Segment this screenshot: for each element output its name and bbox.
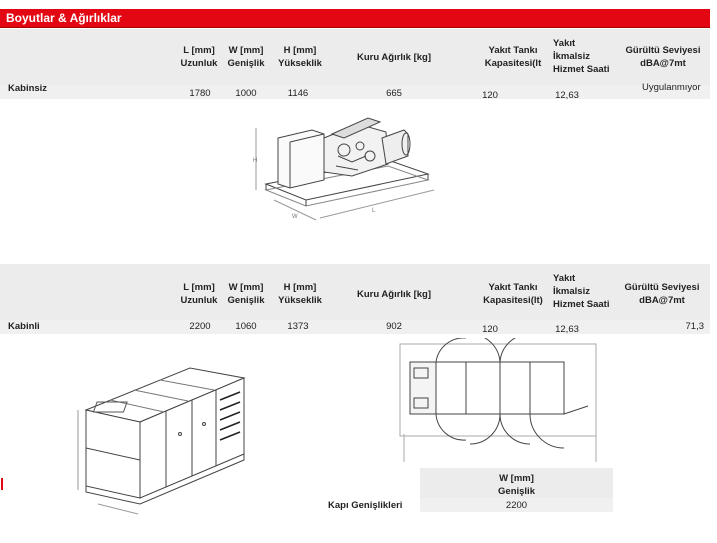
dim-w: W (292, 214, 298, 220)
canopy-type-row (0, 320, 710, 334)
header-noise-2: Gürültü Seviyesi dBA@7mt (624, 282, 700, 306)
header-length: L [mm] Uzunluk (180, 45, 218, 69)
door-width-header-text: W [mm] Genişlik (498, 473, 535, 497)
header-service-hours-2: Yakıt İkmalsiz Hizmet Saati (553, 273, 610, 310)
canopy-type-length: 2200 (189, 321, 211, 332)
header-height-2: H [mm] Yükseklik (278, 282, 322, 306)
open-type-row (0, 85, 710, 99)
canopy-type-dry-weight: 902 (386, 321, 402, 332)
header-length-2: L [mm] Uzunluk (180, 282, 218, 306)
door-width-value: 2200 (505, 500, 528, 511)
header-fuel-tank-2: Yakıt Tankı Kapasitesi(lt) (483, 282, 543, 306)
dim-l: L (372, 208, 376, 214)
open-type-length: 1780 (189, 88, 211, 99)
header-height: H [mm] Yükseklik (278, 45, 322, 69)
header-width-2: W [mm] Genişlik (227, 282, 265, 306)
open-type-service-hours: 12,63 (555, 90, 579, 101)
open-type-fuel-tank: 120 (482, 90, 498, 101)
open-type-noise: Uygulanmıyor (642, 82, 701, 93)
header-dry-weight: Kuru Ağırlık [kg] (356, 52, 432, 63)
canopy-generator-drawing (70, 350, 260, 520)
canopy-type-noise: 71,3 (685, 321, 704, 332)
header-fuel-tank: Yakıt Tankı Kapasitesi(lt (484, 45, 542, 69)
header-service-hours: Yakıt İkmalsiz Hizmet Saati (553, 38, 610, 75)
header-width: W [mm] Genişlik (227, 45, 265, 69)
door-width-label: Kapı Genişlikleri (328, 500, 403, 511)
open-generator-drawing (248, 104, 448, 254)
canopy-type-label: Kabinli (8, 321, 40, 332)
canopy-type-width: 1060 (235, 321, 257, 332)
canopy-type-height: 1373 (287, 321, 309, 332)
open-type-height: 1146 (287, 88, 309, 99)
dim-h: H (253, 158, 258, 164)
header-dry-weight-2: Kuru Ağırlık [kg] (356, 289, 432, 300)
open-type-label: Kabinsiz (8, 83, 48, 94)
edge-mark (0, 478, 3, 490)
canopy-type-service-hours: 12,63 (555, 324, 579, 335)
section-title-bar (0, 9, 710, 28)
open-type-width: 1000 (235, 88, 257, 99)
header-noise: Gürültü Seviyesi dBA@7mt (625, 45, 701, 69)
open-type-dry-weight: 665 (386, 88, 402, 99)
section-title: Boyutlar & Ağırlıklar (6, 11, 122, 25)
canopy-type-fuel-tank: 120 (482, 324, 498, 335)
canopy-top-view-drawing (392, 338, 612, 466)
